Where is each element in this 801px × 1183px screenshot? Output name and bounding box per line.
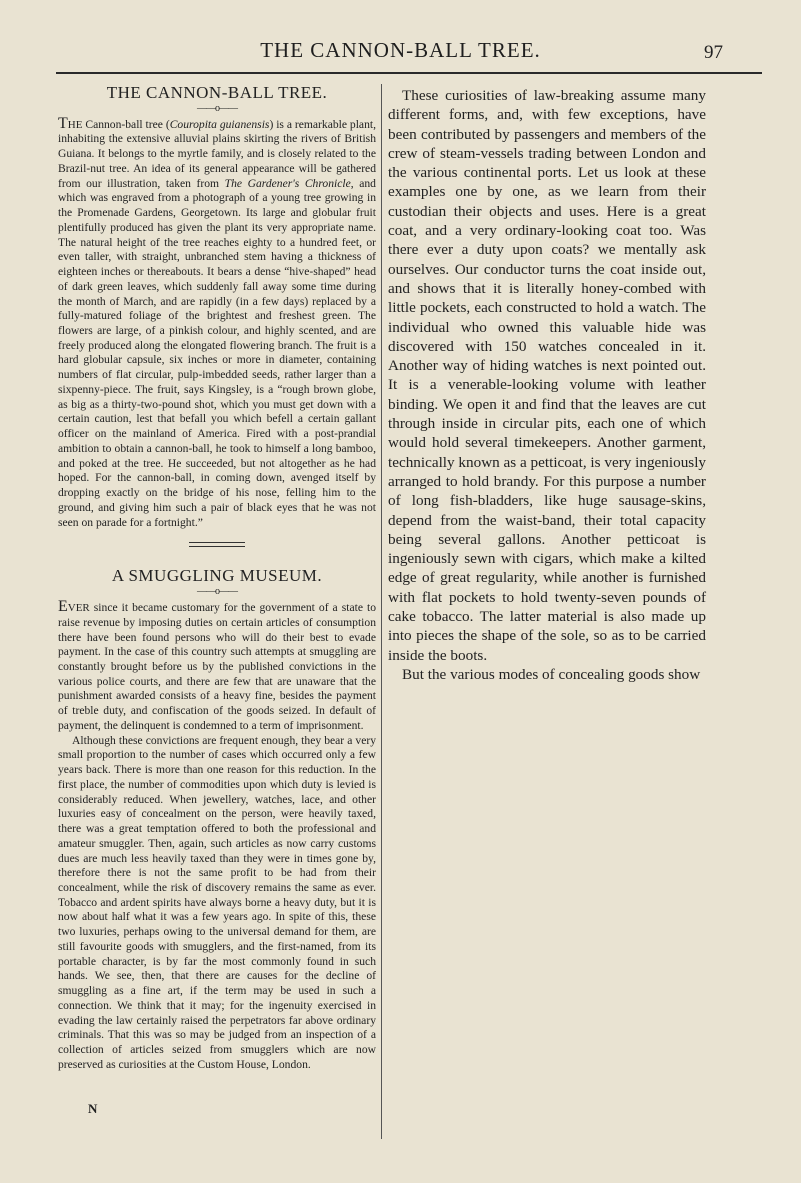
title-ornament — [58, 586, 376, 598]
running-head: THE CANNON-BALL TREE. — [260, 38, 541, 62]
header-rule — [56, 72, 762, 74]
lead-word: Ever — [58, 598, 90, 616]
article2-paragraph-4: But the various modes of concealing goods show — [402, 665, 701, 683]
article2-paragraph-2: Although these convictions are frequent enough, they bear a very small proportion to the number of cases which occurred only a few years back. There is more than one reason for this reduction. In the first place, the number of commodities upon which duty is levied is considerably reduced. When jewellery, watches, lace, and other luxuries easy of concealment on the person, were heavily taxed, there was a great temptation offered to both the professional and amateur smuggler. Then, again, such articles as now carry customs dues are much less heavily taxed than they were in times gone by, therefore there is not the same profit to be had from their concealment, while the risk of discovery remains the same as ever. Tobacco and ardent spirits have always borne a heavy duty, but it is now about half what it was a few years ago. In spite of this, these two luxuries, perhaps owing to the universal demand for them, are still favourite goods with smugglers, and the first-named, from its portable character, is by far the most commonly found in such hands. We see, then, that there are causes for the decline of smuggling as a fine art, if the term may be used in such a connection. We think that it may; for the ingenuity exercised in evading the law certainly raised the perpetrators far above ordinary criminals. That this was so may be judged from an inspection of a collection of articles seized from smugglers which are now preserved as curiosities at the Custom House, London. — [58, 733, 376, 1071]
article-title-cannon-ball-tree: THE CANNON-BALL TREE. — [106, 83, 328, 102]
article-title-smuggling-museum: A SMUGGLING MUSEUM. — [111, 566, 323, 586]
lead-word: The — [58, 114, 83, 132]
text-run: since it became customary for the government of a state to raise revenue by imposing duties on certain articles of consumption there have been found persons who will do their best to evade payment. In the case of this country such attempts at smuggling are constantly brought before us by the published convictions in the various police courts, and there are few that are unaware that the punishment awarded consists of a heavy fine, besides the payment of treble duty, and confiscation of the goods seized. In default of payment, the delinquent is condemned to a term of imprisonment. — [58, 601, 376, 732]
article2-paragraph-3: These curiosities of law-breaking assume many different forms, and, with few exceptions, have been contributed by passengers and members of the crew of steam-vessels trading between London and the various continental ports. Let us look at these examples one by one, as we learn from their custodian their objects and uses. Here is a great coat, and a very ordinary-looking coat too. Was there ever a duty upon coats? we mentally ask ourselves. Our conductor turns the coat inside out, and shows that it is literally honey-combed with little pockets, each constructed to hold a watch. The individual who owned this valuable hide was discovered with 150 watches concealed in it. Another way of hiding watches is next pointed out. It is a venerable-looking volume with leather binding. We open it and find that the leaves are cut through inside in circular pits, each one of which would hold several timekeepers. Another garment, technically known as a petticoat, is very ingeniously arranged to hold brandy. For this purpose a number of long fish-bladders, like huge sausage-skins, depend from the waist-band, their total capacity being several gallons. Another petticoat is ingeniously sewn with cigars, which make a kilted edge of great regularity, while another is furnished with flat pockets to hold twenty-seven pounds of cake tobacco. The latter material is also made up into pieces the shape of the sole, so as to be carried inside the boots. — [388, 87, 707, 664]
left-column — [58, 83, 376, 1073]
text-run: Cannon-ball tree ( — [82, 117, 170, 131]
column-divider — [381, 84, 382, 1139]
page-number: 97 — [704, 42, 723, 63]
article1-paragraph — [58, 114, 376, 531]
text-run: , and which was engraved from a photograph of a young tree growing in the Promenade Gardens, Georgetown. Its large and globular fruit plentifully produced has given the plant its very appropriate name. The natural height of the tree reaches eighty to a hundred feet, or even taller, with straight, unbranched stem having a thickness of eighteen inches or thereabouts. It bears a dense “hive-shaped” head of dark green leaves, which suddenly fall away some time during the month of March, and are rapidly (in a few days) replaced by a fully-matured foliage of the brightest and freshest green. The flowers are large, of a pinkish colour, and highly scented, and are freely produced along the elongated flowering branch. The fruit is a hard globular capsule, six inches or more in diameter, containing numbers of flat circular, pulp-imbedded seeds, rather larger than a sixpenny-piece. The fruit, says Kingsley, is a “rough brown globe, as big as a thirty-two-pound shot, which you must get down with a certain caution, lest that befall you which befell a certain gallant officer on the mainland of America. Fired with a post-prandial ambition to obtain a cannon-ball, he took to himself a long bamboo, and poked at the tree. He succeeded, but not altogether as he had hoped. For the cannon-ball, in coming down, avenged itself by dropping exactly on the bridge of his nose, felling him to the ground, and giving him such a pair of black eyes that he was not seen on parade for a fortnight.” — [58, 176, 376, 529]
latin-name: Couropita guianensis — [169, 117, 270, 131]
section-divider — [189, 542, 245, 547]
right-column — [388, 86, 706, 684]
signature-mark: N — [88, 1101, 98, 1116]
text-run: ) is a remarkable plant, inhabiting the extensive alluvial plains skirting the rivers of British Guiana. It belongs to the myrtle family, and is closely related to the Brazil-nut tree. An idea of its general appearance will be gathered from our illustration, taken from — [58, 117, 376, 190]
title-ornament — [58, 103, 376, 115]
journal-name: The Gardener's Chronicle — [224, 176, 351, 190]
article2-paragraph-1 — [58, 600, 376, 734]
